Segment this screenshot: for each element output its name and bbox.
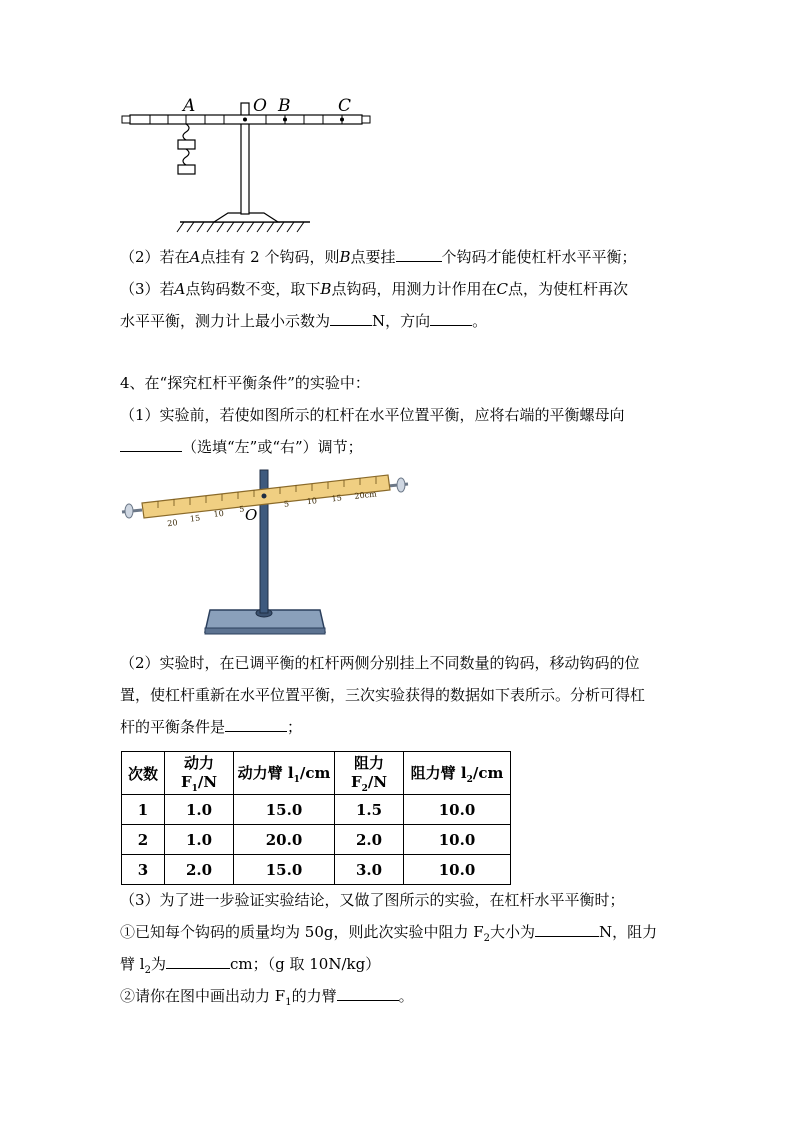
lever-figure-1	[0, 0, 794, 240]
table-row: 3 2.0 15.0 3.0 10.0	[122, 855, 511, 885]
table-header-cell: 动力臂 $l_1/cm$	[234, 752, 335, 795]
ruler-tick-label: 5	[238, 504, 245, 514]
q3-part3-line2: 水平平衡，测力计上最小示数为 N，方向 。	[120, 312, 488, 330]
table-header-cell: 阻力臂 $l_2/cm$	[404, 752, 511, 795]
q4-part3-line1: （3）为了进一步验证实验结论，又做了图所示的实验，在杠杆水平平衡时；	[120, 891, 625, 909]
table-header-cell: 动力 $F_1/N$	[165, 752, 234, 795]
data-table	[121, 751, 511, 885]
table-header-cell: 次数	[122, 752, 165, 795]
table-row: 1 1.0 15.0 1.5 10.0	[122, 795, 511, 825]
answer-blank[interactable]	[330, 311, 372, 326]
table-row: 2 1.0 20.0 2.0 10.0	[122, 825, 511, 855]
point-a-label: A	[183, 96, 196, 116]
q3-part3-line1: （3）若A点钩码数不变，取下B点钩码，用测力计作用在C点，为使杠杆再次	[120, 280, 628, 298]
q4-part1-line1: （1）实验前，若使如图所示的杠杆在水平位置平衡，应将右端的平衡螺母向	[120, 406, 625, 424]
answer-blank[interactable]	[166, 954, 230, 969]
ruler-tick-label: 10	[306, 496, 318, 507]
ruler-tick-label: 15	[331, 493, 343, 504]
point-b-label: B	[278, 96, 291, 116]
point-c-label: C	[338, 96, 352, 116]
q4-part2-line1: （2）实验时，在已调平衡的杠杆两侧分别挂上不同数量的钩码，移动钩码的位	[120, 654, 640, 672]
answer-blank[interactable]	[120, 437, 182, 452]
ruler-tick-label: 15	[189, 513, 201, 524]
ruler-tick-label: 20	[166, 518, 179, 529]
ruler-tick-label: 5	[283, 499, 290, 509]
q4-part3-line3: 臂 $l_2$为 cm；（g 取 10N/kg）	[120, 955, 381, 976]
lever-figure-2	[0, 460, 794, 660]
q4-part2-line3: 杆的平衡条件是 ；	[120, 718, 303, 736]
ruler-tick-label: 20cm	[353, 489, 378, 501]
q4-part1-line2: （选填“左”或“右”）调节；	[120, 437, 363, 457]
q3-part2-line: （2）若在A点挂有 2 个钩码，则B点要挂 个钩码才能使杠杆水平平衡；	[120, 248, 637, 266]
answer-blank[interactable]	[430, 311, 472, 326]
answer-blank[interactable]	[337, 986, 399, 1001]
answer-blank[interactable]	[225, 717, 287, 732]
answer-blank[interactable]	[396, 247, 442, 262]
q4-part3-line2: ①已知每个钩码的质量均为 50g，则此次实验中阻力 $F_2$大小为 N，阻力	[120, 923, 658, 944]
answer-blank[interactable]	[535, 922, 599, 937]
pivot-o-label: O	[245, 506, 258, 524]
ruler-tick-label: 10	[213, 508, 225, 519]
table-header-cell: 阻力 $F_2/N$	[335, 752, 404, 795]
table-header-row	[122, 752, 511, 795]
q4-part3-line4: ②请你在图中画出动力 $F_1$的力臂 。	[120, 987, 414, 1008]
q4-title: 4、在“探究杠杆平衡条件”的实验中：	[120, 374, 370, 392]
q4-part2-line2: 置，使杠杆重新在水平位置平衡，三次实验获得的数据如下表所示。分析可得杠	[120, 686, 646, 704]
point-o-label: O	[253, 96, 267, 116]
